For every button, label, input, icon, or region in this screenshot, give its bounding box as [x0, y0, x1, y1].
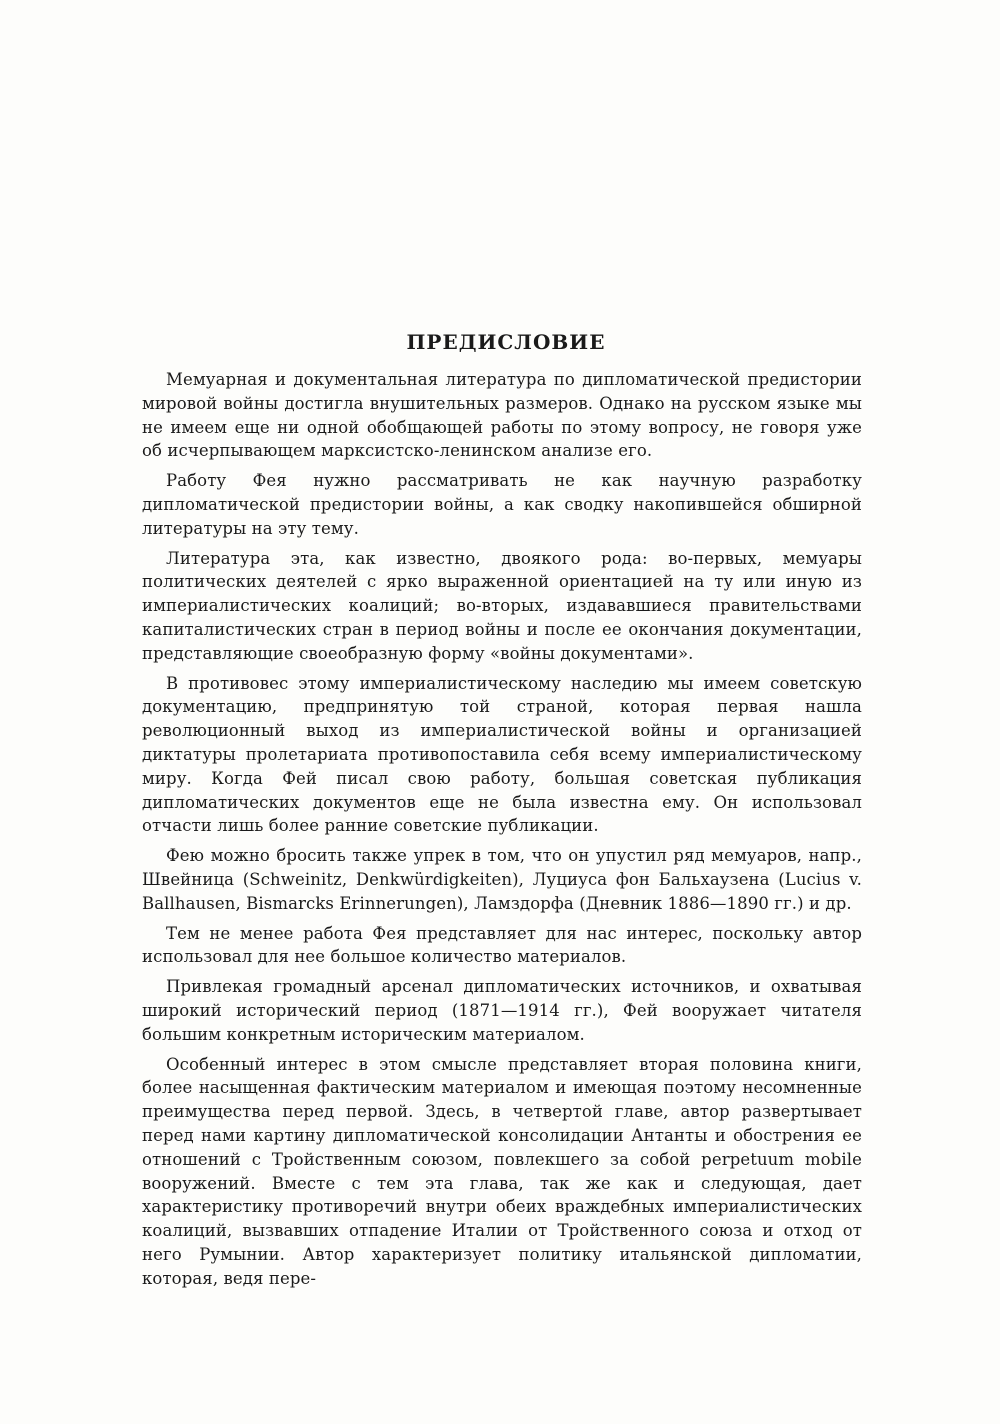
paragraph-6: Тем не менее работа Фея представляет для нас интерес, поскольку автор использовал для нее большое количество материалов.	[142, 923, 862, 967]
paragraph-1: Мемуарная и документальная литература по дипломатической предистории мировой войны достигла внушительных размеров. Однако на русском языке мы не имеем еще ни одной обобщающей работы по этому вопросу, не говоря уже об исчерпывающем марксистско-ленинском анализе его.	[142, 370, 862, 461]
paragraph-8: Особенный интерес в этом смысле представляет вторая половина книги, более насыщенная фактическим материалом и имеющая поэтому несомненные преимущества перед первой. Здесь, в четвертой главе, автор развертывает перед нами картину дипломатической консолидации Антанты и обострения ее отношений с Тройственным союзом, повлекшего за собой perpetuum mobile вооружений. Вместе с тем эта глава, так же как и следующая, дает характеристику противоречий внутри обеих враждебных империалистических коалиций, вызвавших отпадение Италии от Тройственного союза и отход от него Румынии. Автор характеризует политику итальянской дипломатии, которая, ведя пере-	[142, 1054, 862, 1288]
paragraph-3: Литература эта, как известно, двоякого рода: во-первых, мемуары политических деятелей с ярко выраженной ориентацией на ту или иную из империалистических коалиций; во-вторых, издававшиеся правительствами капиталистических стран в период войны и после ее окончания документации, представляющие своеобразную форму «войны документами».	[142, 548, 862, 663]
paragraph-2: Работу Фея нужно рассматривать не как научную разработку дипломатической предистории войны, а как сводку накопившейся обширной литературы на эту тему.	[142, 471, 862, 538]
paragraph-5: Фею можно бросить также упрек в том, что он упустил ряд мемуаров, напр., Швейница (Schweinitz, Denkwürdigkeiten), Луциуса фон Бальхаузена (Lucius v. Ballhausen, Bismarcks Erinnerungen), Ламздорфа (Дневник 1886—1890 гг.) и др.	[142, 846, 862, 913]
page-title: ПРЕДИСЛОВИЕ	[406, 330, 606, 354]
paragraph-7: Привлекая громадный арсенал дипломатических источников, и охватывая широкий исторический период (1871—1914 гг.), Фей вооружает читателя большим конкретным историческим материалом.	[142, 977, 862, 1044]
page-content	[142, 330, 862, 1296]
paragraph-4: В противовес этому империалистическому наследию мы имеем советскую документацию, предпринятую той страной, которая первая нашла революционный выход из империалистической войны и организацией диктатуры пролетариата противопоставила себя всему империалистическому миру. Когда Фей писал свою работу, большая советская публикация дипломатических документов еще не была известна ему. Он использовал отчасти лишь более ранние советские публикации.	[142, 673, 862, 836]
